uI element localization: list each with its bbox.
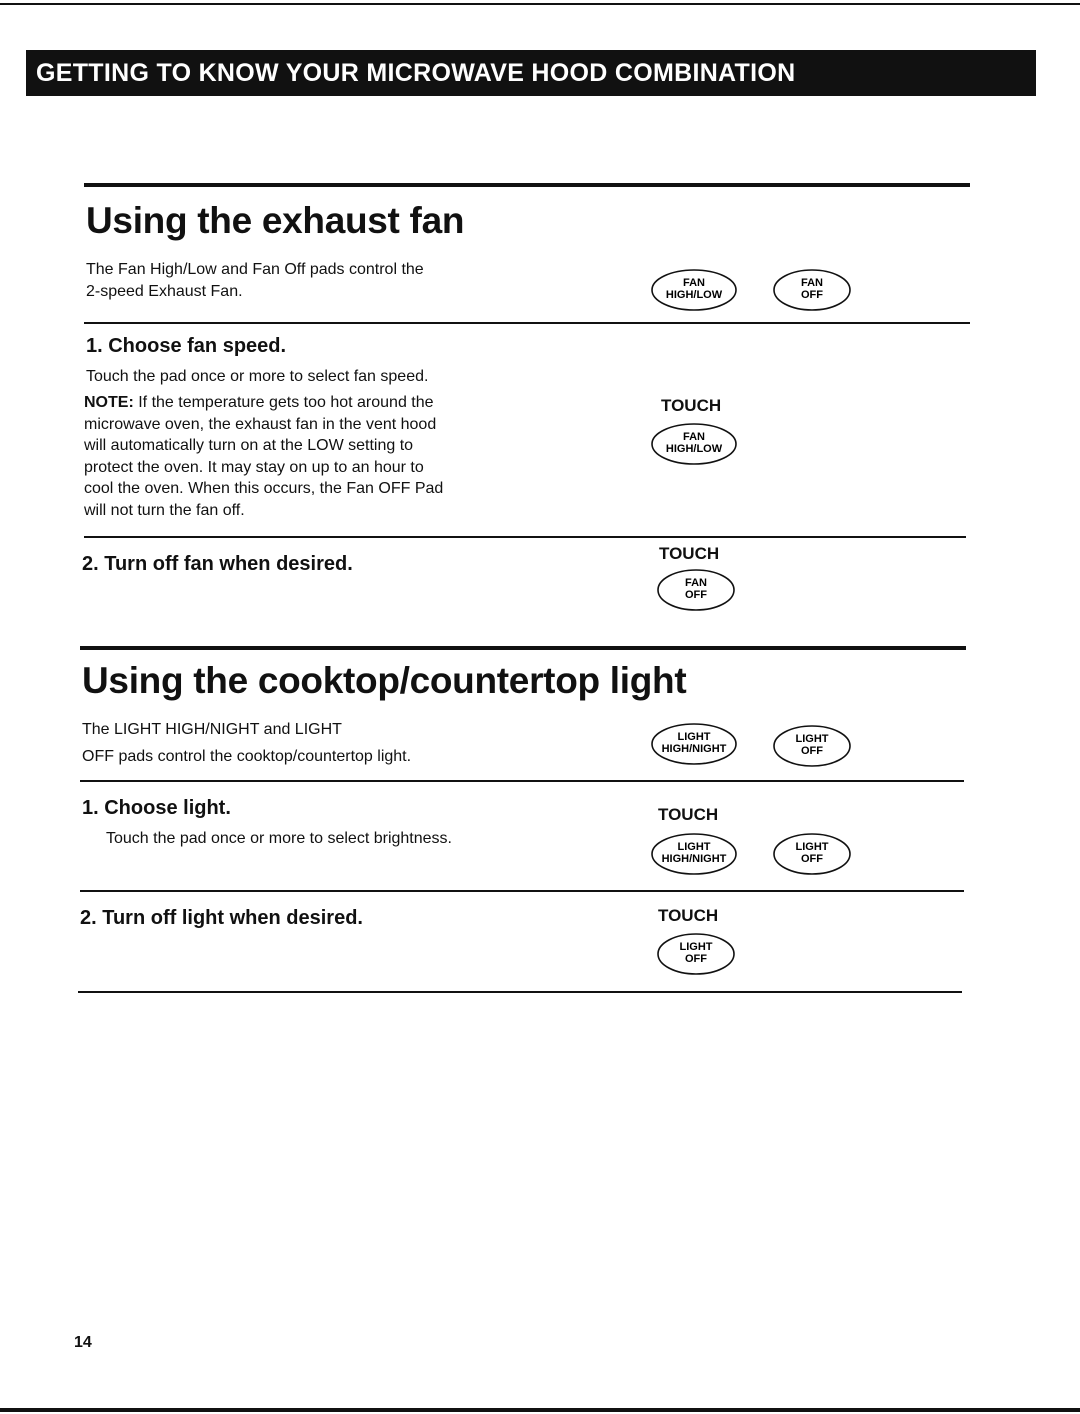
pad-shape xyxy=(648,720,740,768)
pad-label: FAN xyxy=(683,277,705,289)
pad-label: OFF xyxy=(801,289,823,301)
pad-label: HIGH/NIGHT xyxy=(661,743,727,755)
pad-shape xyxy=(768,722,860,770)
pad-shape xyxy=(648,830,740,878)
pad-label: LIGHT xyxy=(795,841,829,853)
pad-label: LIGHT xyxy=(677,731,711,743)
light-intro-line: The LIGHT HIGH/NIGHT and LIGHT xyxy=(82,721,342,738)
light-high-night-pad[interactable] xyxy=(648,720,740,768)
pad-label: HIGH/LOW xyxy=(665,443,723,455)
note-label: NOTE: xyxy=(84,394,134,411)
fan-intro-line: 2-speed Exhaust Fan. xyxy=(86,282,243,300)
pad-label: OFF xyxy=(685,589,707,601)
fan-section-rule xyxy=(84,183,970,187)
light-step2-heading: 2. Turn off light when desired. xyxy=(80,907,363,929)
divider xyxy=(80,890,964,892)
pad-shape xyxy=(768,266,860,314)
pad-label: OFF xyxy=(685,953,707,965)
pad-label: OFF xyxy=(801,745,823,757)
divider xyxy=(84,322,970,324)
fan-section-title: Using the exhaust fan xyxy=(86,200,465,241)
note-line xyxy=(84,392,443,414)
fan-step2-heading: 2. Turn off fan when desired. xyxy=(82,553,353,575)
fan-high-low-pad[interactable] xyxy=(648,266,740,314)
light-off-pad[interactable] xyxy=(768,722,860,770)
touch-label: TOUCH xyxy=(659,544,720,563)
light-off-pad[interactable] xyxy=(650,930,742,978)
pad-shape xyxy=(650,930,742,978)
top-border xyxy=(0,3,1080,5)
pad-shape xyxy=(648,420,740,468)
fan-off-pad[interactable] xyxy=(650,566,742,614)
light-step1-heading: 1. Choose light. xyxy=(82,797,231,819)
fan-off-pad[interactable] xyxy=(768,266,860,314)
fan-step1-text: Touch the pad once or more to select fan speed. xyxy=(86,368,429,385)
pad-label: FAN xyxy=(801,277,823,289)
pad-label: LIGHT xyxy=(677,841,711,853)
fan-high-low-pad[interactable] xyxy=(648,420,740,468)
divider xyxy=(80,780,964,782)
note-line: cool the oven. When this occurs, the Fan OFF Pad xyxy=(84,480,444,497)
light-section-rule xyxy=(80,646,966,650)
fan-step1-heading: 1. Choose fan speed. xyxy=(86,335,287,357)
touch-label: TOUCH xyxy=(661,396,722,415)
section-banner: GETTING TO KNOW YOUR MICROWAVE HOOD COMBINATION xyxy=(26,50,1036,96)
pad-shape xyxy=(648,266,740,314)
pad-label: OFF xyxy=(801,853,823,865)
light-intro xyxy=(82,716,411,770)
pad-label: HIGH/NIGHT xyxy=(661,853,727,865)
pad-label: FAN xyxy=(685,577,707,589)
pad-shape xyxy=(768,830,860,878)
light-section-title: Using the cooktop/countertop light xyxy=(82,660,687,701)
note-line: will not turn the fan off. xyxy=(84,501,245,519)
pad-shape xyxy=(650,566,742,614)
pad-label: LIGHT xyxy=(795,733,829,745)
pad-label: FAN xyxy=(683,431,705,443)
light-off-pad[interactable] xyxy=(768,830,860,878)
fan-intro-line: The Fan High/Low and Fan Off pads control the xyxy=(86,261,424,278)
note-line: will automatically turn on at the LOW setting to xyxy=(84,437,414,454)
fan-note xyxy=(84,392,443,521)
divider xyxy=(84,536,966,538)
pad-label: HIGH/LOW xyxy=(665,289,723,301)
note-line: microwave oven, the exhaust fan in the vent hood xyxy=(84,415,437,433)
note-text: If the temperature gets too hot around the xyxy=(133,394,434,411)
divider xyxy=(78,991,962,993)
light-intro-line: OFF pads control the cooktop/countertop light. xyxy=(82,748,412,765)
pad-label: LIGHT xyxy=(679,941,713,953)
touch-label: TOUCH xyxy=(658,805,719,824)
page-number: 14 xyxy=(74,1334,92,1351)
light-step1-text: Touch the pad once or more to select brightness. xyxy=(106,830,452,847)
fan-intro xyxy=(86,259,424,302)
light-high-night-pad[interactable] xyxy=(648,830,740,878)
bottom-border xyxy=(0,1408,1080,1412)
note-line: protect the oven. It may stay on up to an hour to xyxy=(84,458,424,476)
touch-label: TOUCH xyxy=(658,906,719,925)
